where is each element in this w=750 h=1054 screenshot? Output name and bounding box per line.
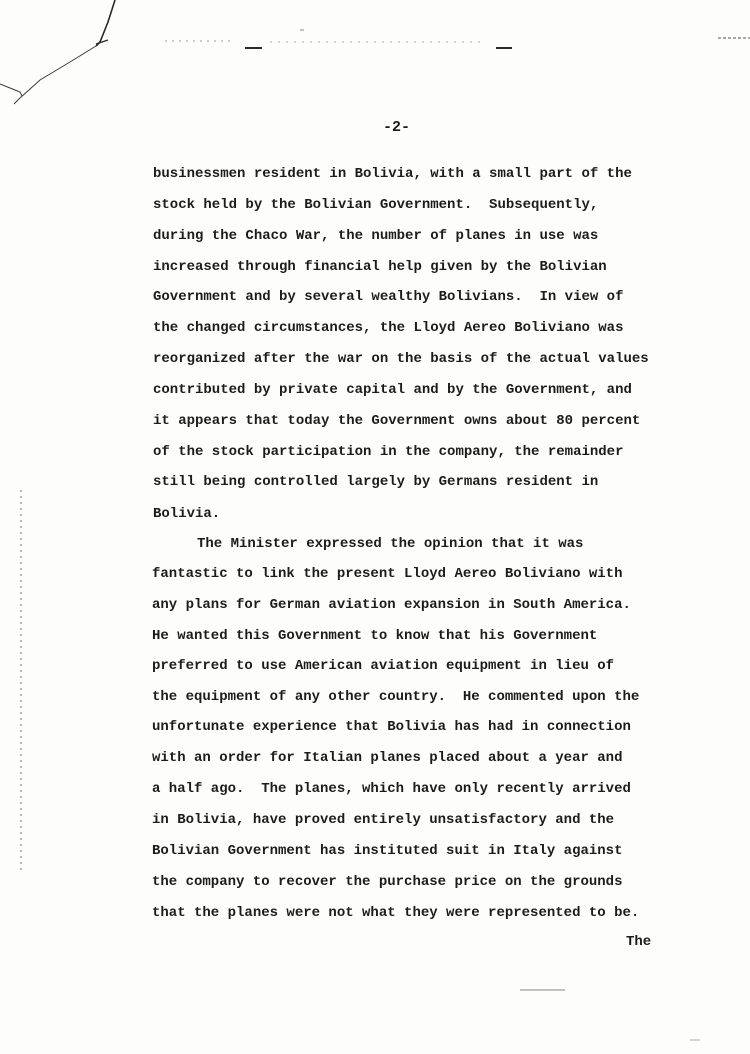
- body-line: still being controlled largely by Germans resident in: [153, 474, 599, 490]
- body-line: that the planes were not what they were represented to be.: [152, 905, 640, 921]
- body-line: with an order for Italian planes placed about a year and: [152, 750, 623, 766]
- page-number: -2-: [383, 119, 411, 136]
- body-line: the changed circumstances, the Lloyd Aereo Boliviano was: [153, 320, 624, 336]
- body-line: a half ago. The planes, which have only recently arrived: [152, 781, 631, 797]
- body-line: the company to recover the purchase price on the grounds: [152, 874, 623, 890]
- body-line: Bolivia.: [153, 506, 221, 522]
- body-line: unfortunate experience that Bolivia has had in connection: [152, 719, 631, 735]
- body-line: fantastic to link the present Lloyd Aereo Boliviano with: [152, 566, 623, 582]
- body-line: of the stock participation in the company, the remainder: [153, 444, 624, 460]
- body-line: stock held by the Bolivian Government. Subsequently,: [153, 197, 599, 213]
- body-line: the equipment of any other country. He commented upon the: [152, 689, 640, 705]
- body-line: Government and by several wealthy Bolivians. In view of: [153, 289, 624, 305]
- body-line: any plans for German aviation expansion in South America.: [152, 597, 631, 613]
- body-line: Bolivian Government has instituted suit in Italy against: [152, 843, 623, 859]
- body-line: businessmen resident in Bolivia, with a small part of the: [153, 166, 632, 182]
- body-line: increased through financial help given by the Bolivian: [153, 259, 607, 275]
- catchword: The: [626, 934, 652, 950]
- body-line: The Minister expressed the opinion that it was: [197, 536, 584, 552]
- body-line: He wanted this Government to know that his Government: [152, 628, 598, 644]
- body-line: reorganized after the war on the basis of the actual values: [153, 351, 649, 367]
- body-line: contributed by private capital and by the Government, and: [153, 382, 632, 398]
- body-line: it appears that today the Government owns about 80 percent: [153, 413, 641, 429]
- body-line: preferred to use American aviation equipment in lieu of: [152, 658, 615, 674]
- body-line: in Bolivia, have proved entirely unsatisfactory and the: [152, 812, 615, 828]
- body-line: during the Chaco War, the number of planes in use was: [153, 228, 599, 244]
